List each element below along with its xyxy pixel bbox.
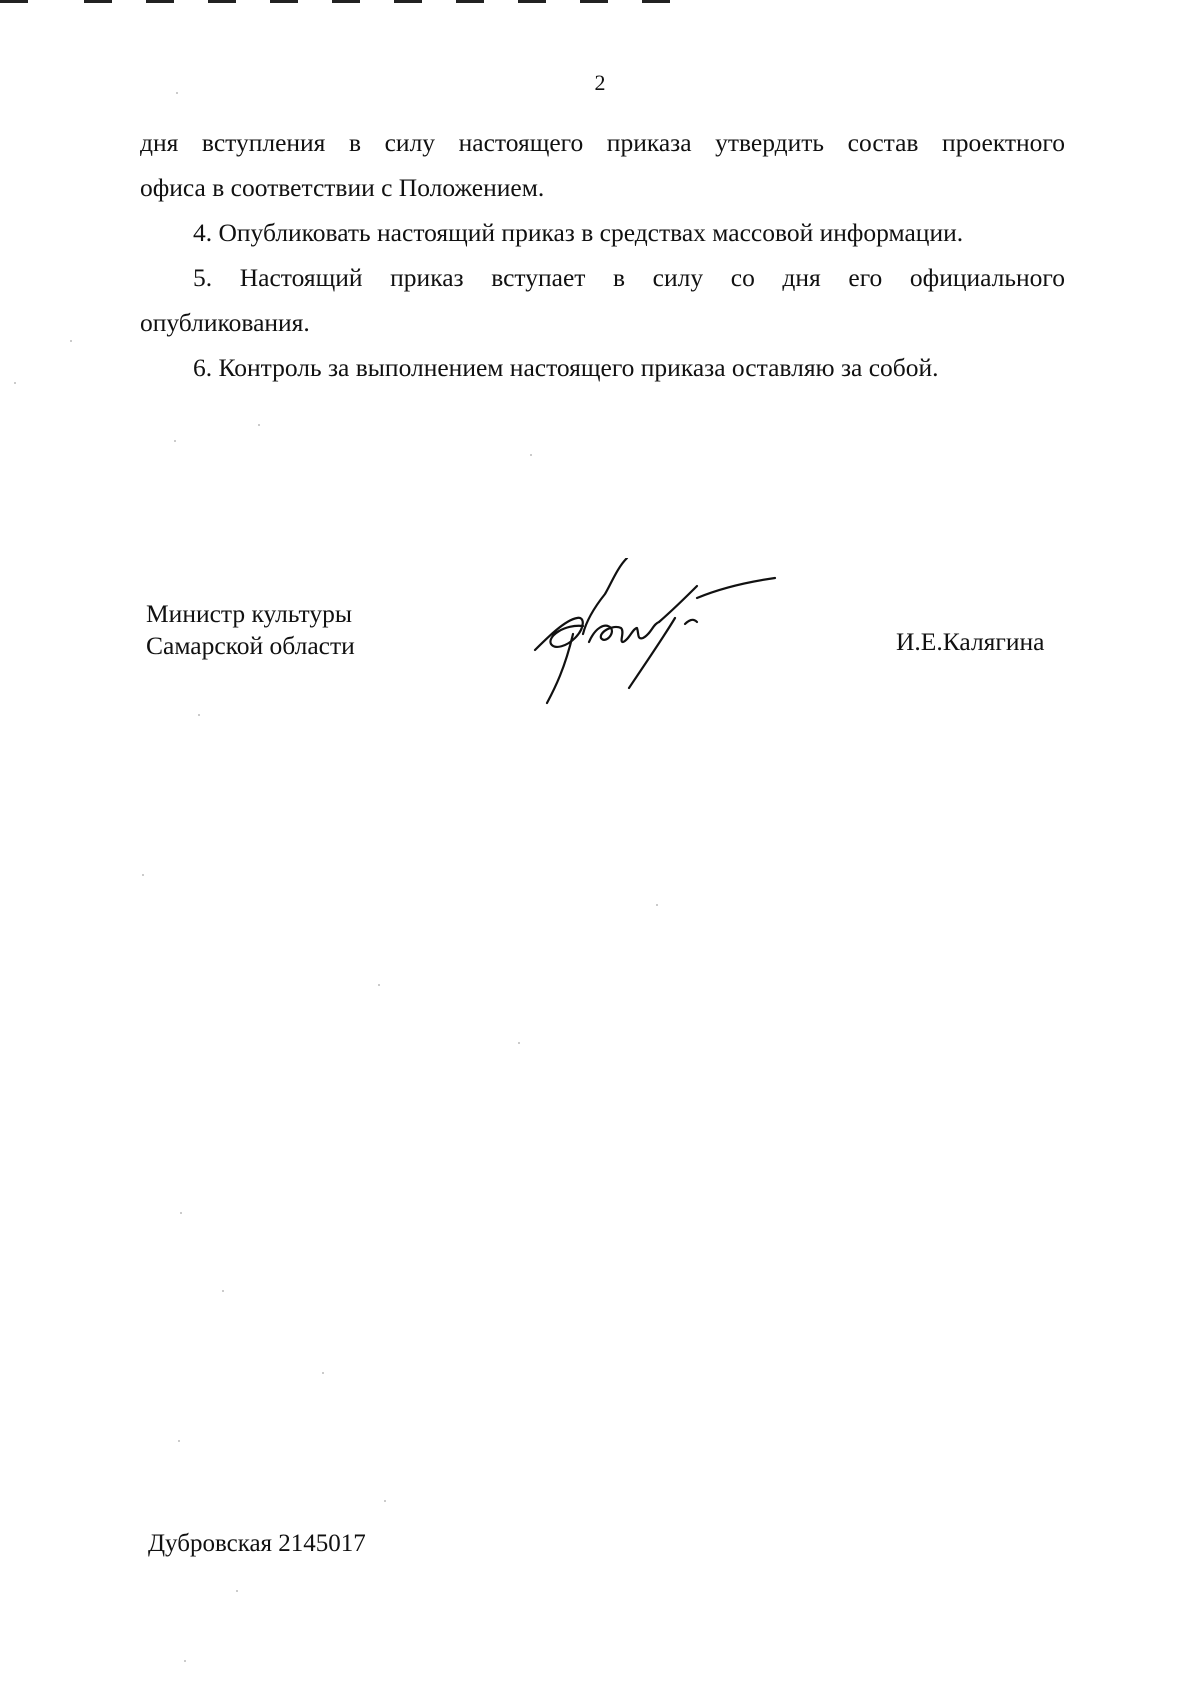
paragraph-item-5-line2: опубликования. xyxy=(140,308,310,337)
signatory-title xyxy=(146,598,355,662)
scan-edge-marks xyxy=(0,0,680,6)
paragraph-item-5-line1: 5. Настоящий приказ вступает в силу со дня его официального xyxy=(193,263,1065,292)
paragraph-continuation-line1: дня вступления в силу настоящего приказа утвердить состав проектного xyxy=(140,128,1065,157)
document-body xyxy=(140,120,1065,390)
signatory-title-line1: Министр культуры xyxy=(146,599,352,628)
executor-contact: Дубровская 2145017 xyxy=(148,1530,366,1557)
handwritten-signature xyxy=(525,558,785,708)
paragraph-continuation-line2: офиса в соответствии с Положением. xyxy=(140,173,545,202)
signatory-name: И.Е.Калягина xyxy=(896,627,1045,656)
page-number: 2 xyxy=(594,70,606,95)
paragraph-item-6: 6. Контроль за выполнением настоящего приказа оставляю за собой. xyxy=(193,353,939,382)
paragraph-item-4: 4. Опубликовать настоящий приказ в средствах массовой информации. xyxy=(193,218,964,247)
signatory-title-line2: Самарской области xyxy=(146,631,355,660)
